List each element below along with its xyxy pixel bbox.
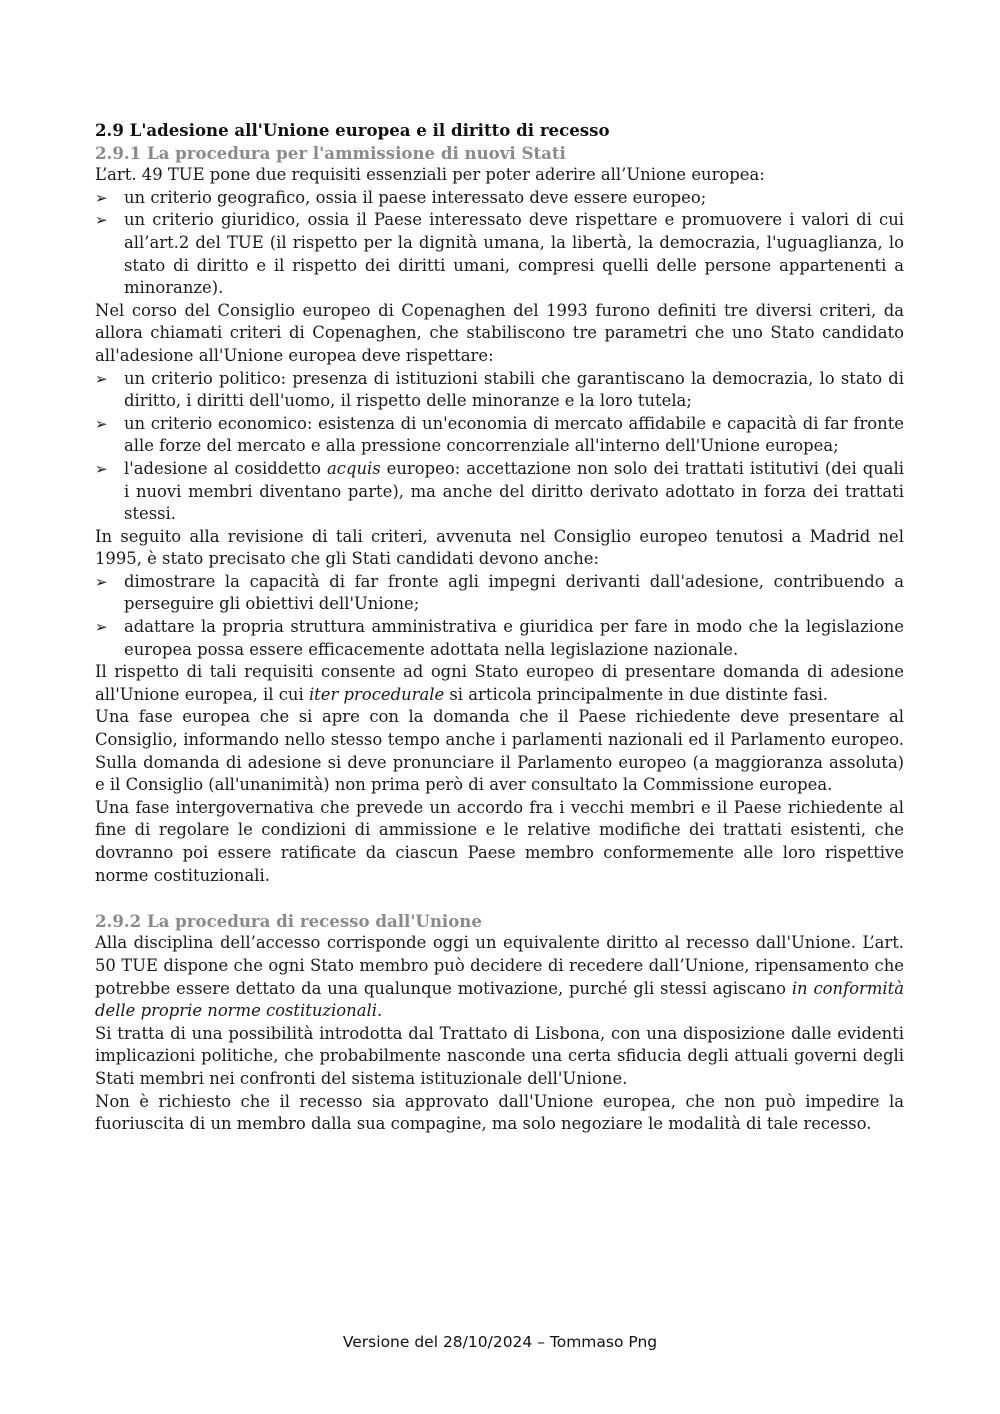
page-content [95,119,904,1136]
list-item-text: un criterio giuridico, ossia il Paese interessato deve rispettare e promuovere i valori di cui all’art.2 del TUE (il rispetto per la dignità umana, la libertà, la democrazia, l'uguaglianza, lo stato di diritto e il rispetto dei diritti umani, compresi quelli delle persone appartenenti a minoranze). [124,210,904,298]
page-footer: Versione del 28/10/2024 – Tommaso Png [342,1333,658,1351]
list-item-text [124,459,904,523]
list-item [95,616,904,661]
list-item-text: un criterio economico: esistenza di un'economia di mercato affidabile e capacità di far fronte alle forze del mercato e alla pressione concorrenziale all'interno dell'Unione europea; [124,413,904,456]
text-run: Il rispetto di tali requisiti consente ad ogni Stato europeo di presentare domanda di adesione all'Unione europea, il cui [95,662,904,704]
italic-term-acquis: acquis [327,458,381,478]
paragraph-madrid: In seguito alla revisione di tali criteri, avvenuta nel Consiglio europeo tenutosi a Madrid nel 1995, è stato precisato che gli Stati candidati devono anche: [95,526,904,569]
text-run: Alla disciplina dell’accesso corrisponde oggi un equivalente diritto al recesso dall'Unione. L’art. 50 TUE dispone che ogni Stato membro può decidere di recedere dall’Unione, ripensamento che potrebbe essere dettato da una qualunque motivazione, purché gli stessi agiscano [95,933,904,998]
arrowhead-bullet-icon: ➢ [95,572,108,591]
section-title: 2.9 L'adesione all'Unione europea e il diritto di recesso [95,120,610,140]
list-item [95,413,904,458]
paragraph-art49: L’art. 49 TUE pone due requisiti essenziali per poter aderire all’Unione europea: [95,165,765,185]
arrowhead-bullet-icon: ➢ [95,211,108,230]
list-item [95,458,904,526]
text-run: . [376,1001,383,1021]
paragraph-art50 [95,932,904,1022]
madrid-list [95,571,904,661]
arrowhead-bullet-icon: ➢ [95,369,108,388]
arrowhead-bullet-icon: ➢ [95,188,108,207]
text-run: l'adesione al cosiddetto [124,458,327,478]
list-item [95,187,904,210]
arrowhead-bullet-icon: ➢ [95,618,108,637]
list-item-text: adattare la propria struttura amministrativa e giuridica per fare in modo che la legislazione europea possa essere efficacemente adottata nella legislazione nazionale. [124,617,904,659]
text-run: si articola principalmente in due distinte fasi. [444,684,829,704]
paragraph-fase-europea: Una fase europea che si apre con la domanda che il Paese richiedente deve presentare al Consiglio, informando nello stesso tempo anche i parlamenti nazionali ed il Parlamento europeo. Sulla domanda di adesione si deve pronunciare il Parlamento europeo (a maggioranza assoluta) e il Consiglio (all'unanimità) non prima però di aver consultato la Commissione europea. [95,707,904,795]
requisiti-list [95,187,904,300]
text-run: europeo: accettazione non solo dei trattati istitutivi (dei quali i nuovi membri diventano parte), ma anche del diritto derivato adottato in forza dei trattati stessi. [124,458,905,524]
paragraph-rispetto [95,661,904,706]
italic-phrase-conformita: in conformità delle proprie norme costituzionali [95,978,904,1021]
paragraph-copenaghen: Nel corso del Consiglio europeo di Copenaghen del 1993 furono definiti tre diversi criteri, da allora chiamati criteri di Copenaghen, che stabiliscono tre parametri che uno Stato candidato all'adesione all'Unione europea deve rispettare: [95,300,904,365]
criteri-list [95,368,904,526]
subsection-title-ammissione: 2.9.1 La procedura per l'ammissione di nuovi Stati [95,142,566,163]
subsection-title-recesso: 2.9.2 La procedura di recesso dall'Unione [95,910,482,931]
paragraph-non-richiesto: Non è richiesto che il recesso sia approvato dall'Unione europea, che non può impedire la fuoriuscita di un membro dalla sua compagine, ma solo negoziare le modalità di tale recesso. [95,1091,904,1134]
italic-term-iter: iter procedurale [308,684,445,704]
paragraph-lisbona: Si tratta di una possibilità introdotta dal Trattato di Lisbona, con una disposizione dalle evidenti implicazioni politiche, che probabilmente nasconde una certa sfiducia degli attuali governi degli Stati membri nei confronti del sistema istituzionale dell'Unione. [95,1023,904,1088]
arrowhead-bullet-icon: ➢ [95,459,108,478]
list-item [95,209,904,299]
list-item-text: dimostrare la capacità di far fronte agli impegni derivanti dall'adesione, contribuendo a perseguire gli obiettivi dell'Unione; [124,571,904,614]
list-item [95,368,904,413]
paragraph-fase-intergovernativa: Una fase intergovernativa che prevede un accordo fra i vecchi membri e il Paese richiedente al fine di regolare le condizioni di ammissione e le relative modifiche dei trattati esistenti, che dovranno poi essere ratificate da ciascun Paese membro conformemente alle loro rispettive norme costituzionali. [95,797,904,885]
list-item-text: un criterio politico: presenza di istituzioni stabili che garantiscano la democrazia, lo stato di diritto, i diritti dell'uomo, il rispetto delle minoranze e la loro tutela; [124,368,904,411]
arrowhead-bullet-icon: ➢ [95,414,108,433]
list-item-text: un criterio geografico, ossia il paese interessato deve essere europeo; [124,187,707,207]
list-item [95,571,904,616]
